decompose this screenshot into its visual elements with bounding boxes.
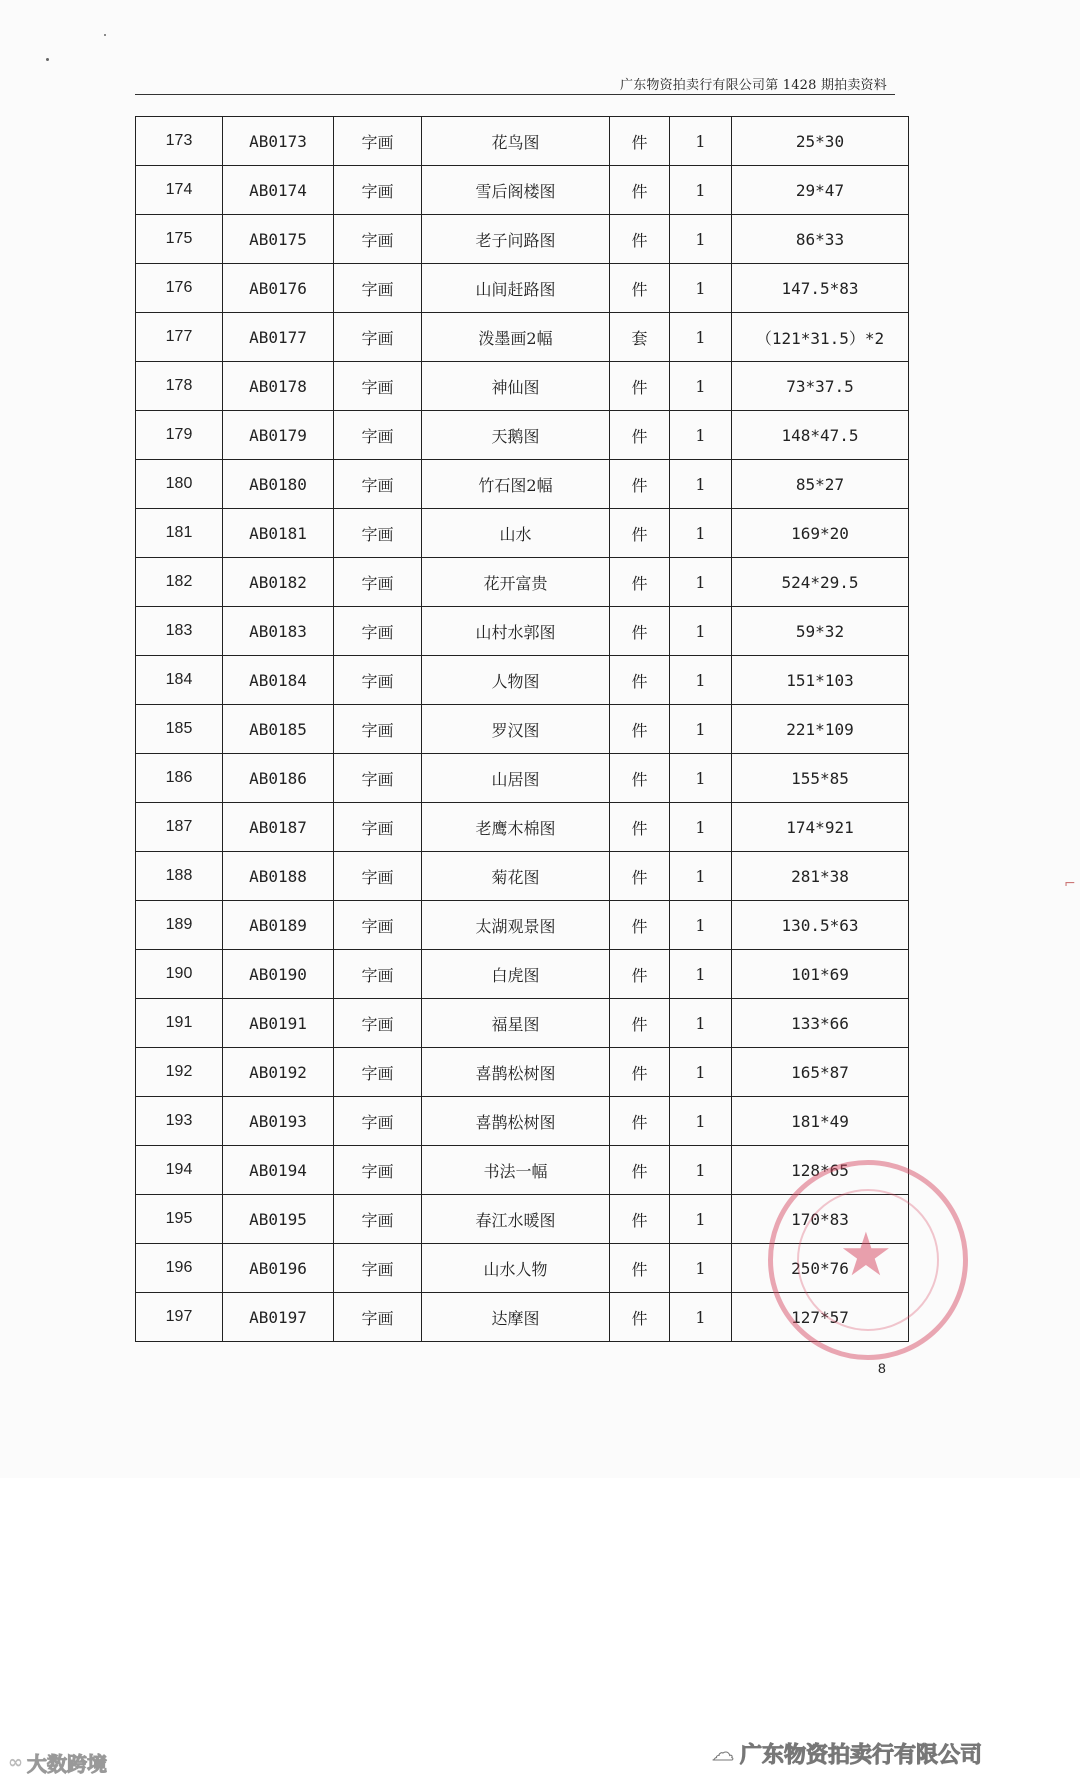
unit-cell: 件 [610,411,670,460]
item-name-cell: 书法一幅 [422,1146,610,1195]
lot-code-cell: AB0197 [223,1293,334,1342]
quantity-cell: 1 [670,705,732,754]
row-number-cell: 185 [136,705,223,754]
row-number-cell: 194 [136,1146,223,1195]
lot-code-cell: AB0194 [223,1146,334,1195]
item-name-cell: 山居图 [422,754,610,803]
dimensions-cell: 250*76 [732,1244,909,1293]
lot-code-cell: AB0178 [223,362,334,411]
category-cell: 字画 [334,558,422,607]
watermark-text: 广东物资拍卖行有限公司 [740,1743,983,1768]
table-row [136,509,909,558]
table-row [136,705,909,754]
category-cell: 字画 [334,509,422,558]
dimensions-cell: 151*103 [732,656,909,705]
row-number-cell: 186 [136,754,223,803]
unit-cell: 件 [610,607,670,656]
item-name-cell: 春江水暖图 [422,1195,610,1244]
item-name-cell: 神仙图 [422,362,610,411]
category-cell: 字画 [334,705,422,754]
bottom-logo [8,1748,107,1777]
unit-cell: 件 [610,1293,670,1342]
lot-code-cell: AB0196 [223,1244,334,1293]
lot-table-body [136,117,909,1342]
row-number-cell: 177 [136,313,223,362]
quantity-cell: 1 [670,509,732,558]
item-name-cell: 菊花图 [422,852,610,901]
lot-table [135,116,909,1342]
item-name-cell: 花鸟图 [422,117,610,166]
item-name-cell: 达摩图 [422,1293,610,1342]
wechat-icon: ☁ [712,1741,734,1766]
item-name-cell: 山水人物 [422,1244,610,1293]
item-name-cell: 喜鹊松树图 [422,1048,610,1097]
quantity-cell: 1 [670,313,732,362]
lot-code-cell: AB0177 [223,313,334,362]
quantity-cell: 1 [670,1244,732,1293]
table-row [136,117,909,166]
unit-cell: 件 [610,901,670,950]
lot-code-cell: AB0185 [223,705,334,754]
unit-cell: 件 [610,166,670,215]
row-number-cell: 181 [136,509,223,558]
unit-cell: 件 [610,117,670,166]
lot-code-cell: AB0182 [223,558,334,607]
category-cell: 字画 [334,1293,422,1342]
lot-code-cell: AB0195 [223,1195,334,1244]
table-row [136,999,909,1048]
category-cell: 字画 [334,166,422,215]
lot-code-cell: AB0184 [223,656,334,705]
dimensions-cell: 281*38 [732,852,909,901]
unit-cell: 件 [610,705,670,754]
dimensions-cell: 25*30 [732,117,909,166]
row-number-cell: 197 [136,1293,223,1342]
dimensions-cell: 128*65 [732,1146,909,1195]
category-cell: 字画 [334,1048,422,1097]
unit-cell: 套 [610,313,670,362]
unit-cell: 件 [610,950,670,999]
company-seal [768,1160,968,1360]
row-number-cell: 193 [136,1097,223,1146]
quantity-cell: 1 [670,117,732,166]
quantity-cell: 1 [670,999,732,1048]
row-number-cell: 179 [136,411,223,460]
item-name-cell: 罗汉图 [422,705,610,754]
row-number-cell: 187 [136,803,223,852]
dimensions-cell: 148*47.5 [732,411,909,460]
unit-cell: 件 [610,1195,670,1244]
row-number-cell: 195 [136,1195,223,1244]
document-header: 广东物资拍卖行有限公司第 1428 期拍卖资料 [620,78,887,93]
category-cell: 字画 [334,656,422,705]
category-cell: 字画 [334,1097,422,1146]
table-row [136,950,909,999]
table-row [136,901,909,950]
row-number-cell: 189 [136,901,223,950]
item-name-cell: 花开富贵 [422,558,610,607]
item-name-cell: 天鹅图 [422,411,610,460]
item-name-cell: 喜鹊松树图 [422,1097,610,1146]
row-number-cell: 175 [136,215,223,264]
category-cell: 字画 [334,1146,422,1195]
quantity-cell: 1 [670,1146,732,1195]
lot-code-cell: AB0175 [223,215,334,264]
row-number-cell: 184 [136,656,223,705]
category-cell: 字画 [334,999,422,1048]
category-cell: 字画 [334,852,422,901]
table-row [136,1048,909,1097]
category-cell: 字画 [334,803,422,852]
quantity-cell: 1 [670,460,732,509]
quantity-cell: 1 [670,852,732,901]
lot-code-cell: AB0179 [223,411,334,460]
quantity-cell: 1 [670,803,732,852]
unit-cell: 件 [610,215,670,264]
dimensions-cell: （121*31.5）*2 [732,313,909,362]
table-row [136,362,909,411]
dimensions-cell: 170*83 [732,1195,909,1244]
table-row [136,411,909,460]
lot-code-cell: AB0189 [223,901,334,950]
category-cell: 字画 [334,215,422,264]
category-cell: 字画 [334,1195,422,1244]
quantity-cell: 1 [670,411,732,460]
unit-cell: 件 [610,362,670,411]
lot-code-cell: AB0174 [223,166,334,215]
lot-code-cell: AB0190 [223,950,334,999]
table-row [136,754,909,803]
category-cell: 字画 [334,607,422,656]
category-cell: 字画 [334,754,422,803]
header-rule [135,94,895,95]
quantity-cell: 1 [670,362,732,411]
dimensions-cell: 133*66 [732,999,909,1048]
margin-mark: ⌐ [1064,876,1076,892]
row-number-cell: 178 [136,362,223,411]
quantity-cell: 1 [670,558,732,607]
quantity-cell: 1 [670,215,732,264]
dimensions-cell: 85*27 [732,460,909,509]
unit-cell: 件 [610,852,670,901]
dimensions-cell: 169*20 [732,509,909,558]
unit-cell: 件 [610,803,670,852]
quantity-cell: 1 [670,656,732,705]
row-number-cell: 174 [136,166,223,215]
row-number-cell: 182 [136,558,223,607]
category-cell: 字画 [334,411,422,460]
item-name-cell: 雪后阁楼图 [422,166,610,215]
table-row [136,264,909,313]
dimensions-cell: 165*87 [732,1048,909,1097]
dimensions-cell: 101*69 [732,950,909,999]
table-row [136,313,909,362]
row-number-cell: 180 [136,460,223,509]
quantity-cell: 1 [670,607,732,656]
item-name-cell: 老子问路图 [422,215,610,264]
row-number-cell: 190 [136,950,223,999]
table-row [136,656,909,705]
table-row [136,166,909,215]
quantity-cell: 1 [670,901,732,950]
dimensions-cell: 29*47 [732,166,909,215]
item-name-cell: 山村水郭图 [422,607,610,656]
row-number-cell: 188 [136,852,223,901]
lot-code-cell: AB0186 [223,754,334,803]
lot-code-cell: AB0192 [223,1048,334,1097]
lot-code-cell: AB0183 [223,607,334,656]
table-row [136,803,909,852]
page-number: 8 [878,1360,886,1376]
lot-code-cell: AB0180 [223,460,334,509]
category-cell: 字画 [334,117,422,166]
item-name-cell: 太湖观景图 [422,901,610,950]
row-number-cell: 192 [136,1048,223,1097]
quantity-cell: 1 [670,754,732,803]
unit-cell: 件 [610,754,670,803]
row-number-cell: 173 [136,117,223,166]
unit-cell: 件 [610,460,670,509]
unit-cell: 件 [610,999,670,1048]
dimensions-cell: 174*921 [732,803,909,852]
item-name-cell: 泼墨画2幅 [422,313,610,362]
table-row [136,1097,909,1146]
dimensions-cell: 127*57 [732,1293,909,1342]
table-row [136,558,909,607]
unit-cell: 件 [610,264,670,313]
lot-code-cell: AB0193 [223,1097,334,1146]
lot-code-cell: AB0188 [223,852,334,901]
quantity-cell: 1 [670,1097,732,1146]
dimensions-cell: 73*37.5 [732,362,909,411]
logo-mark-icon: ∞ [8,1752,23,1773]
bottom-logo-text: 大数跨境 [27,1752,107,1776]
table-row [136,215,909,264]
table-row [136,852,909,901]
unit-cell: 件 [610,656,670,705]
item-name-cell: 山间赶路图 [422,264,610,313]
lot-code-cell: AB0191 [223,999,334,1048]
row-number-cell: 196 [136,1244,223,1293]
quantity-cell: 1 [670,1195,732,1244]
row-number-cell: 191 [136,999,223,1048]
item-name-cell: 老鹰木棉图 [422,803,610,852]
lot-code-cell: AB0187 [223,803,334,852]
category-cell: 字画 [334,1244,422,1293]
dimensions-cell: 181*49 [732,1097,909,1146]
unit-cell: 件 [610,509,670,558]
dimensions-cell: 147.5*83 [732,264,909,313]
unit-cell: 件 [610,1244,670,1293]
table-row [136,607,909,656]
dimensions-cell: 155*85 [732,754,909,803]
lot-code-cell: AB0181 [223,509,334,558]
category-cell: 字画 [334,264,422,313]
scan-speck [46,58,49,61]
category-cell: 字画 [334,460,422,509]
dimensions-cell: 524*29.5 [732,558,909,607]
dimensions-cell: 130.5*63 [732,901,909,950]
unit-cell: 件 [610,1097,670,1146]
dimensions-cell: 221*109 [732,705,909,754]
quantity-cell: 1 [670,166,732,215]
wechat-watermark [712,1738,982,1769]
row-number-cell: 176 [136,264,223,313]
unit-cell: 件 [610,1146,670,1195]
star-icon: ★ [839,1220,893,1290]
lot-code-cell: AB0176 [223,264,334,313]
table-row [136,460,909,509]
category-cell: 字画 [334,313,422,362]
category-cell: 字画 [334,362,422,411]
table-row [136,1146,909,1195]
item-name-cell: 竹石图2幅 [422,460,610,509]
category-cell: 字画 [334,901,422,950]
unit-cell: 件 [610,1048,670,1097]
dimensions-cell: 59*32 [732,607,909,656]
quantity-cell: 1 [670,950,732,999]
quantity-cell: 1 [670,264,732,313]
item-name-cell: 福星图 [422,999,610,1048]
quantity-cell: 1 [670,1293,732,1342]
scan-speck [104,34,106,36]
quantity-cell: 1 [670,1048,732,1097]
category-cell: 字画 [334,950,422,999]
row-number-cell: 183 [136,607,223,656]
item-name-cell: 白虎图 [422,950,610,999]
item-name-cell: 人物图 [422,656,610,705]
item-name-cell: 山水 [422,509,610,558]
unit-cell: 件 [610,558,670,607]
dimensions-cell: 86*33 [732,215,909,264]
lot-code-cell: AB0173 [223,117,334,166]
